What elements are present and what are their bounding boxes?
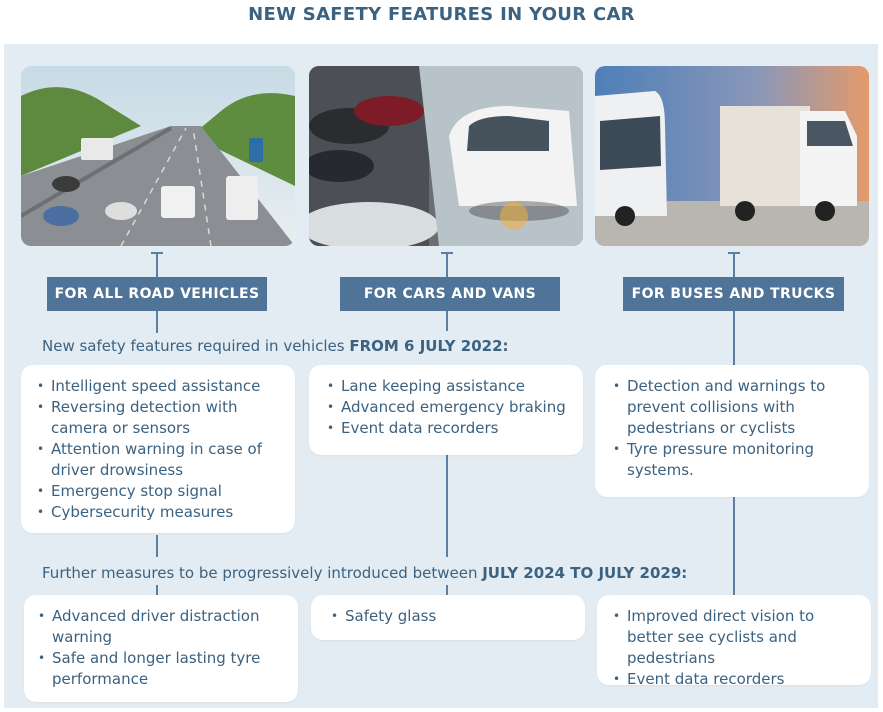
feature-item: • Advanced driver distraction warning bbox=[36, 606, 288, 648]
label-cars-and-vans: FOR CARS AND VANS bbox=[340, 277, 560, 311]
connector-line-3c bbox=[733, 497, 735, 597]
feature-item: • Reversing detection with camera or sensors bbox=[35, 397, 285, 439]
feature-item: • Intelligent speed assistance bbox=[35, 376, 285, 397]
connector-line-2d bbox=[446, 585, 448, 595]
section-heading-2024-text: Further measures to be progressively introduced between bbox=[42, 564, 483, 582]
connector-line-1b bbox=[156, 311, 158, 333]
connector-line-3 bbox=[733, 252, 735, 278]
feature-list bbox=[595, 365, 869, 481]
section-heading-2022-date: FROM 6 JULY 2022: bbox=[349, 337, 509, 355]
card-all-vehicles-2024 bbox=[24, 595, 298, 702]
card-buses-trucks-2024 bbox=[597, 595, 871, 688]
feature-list bbox=[24, 595, 298, 690]
section-heading-2022 bbox=[42, 337, 509, 355]
feature-item: • Detection and warnings to prevent collisions with pedestrians or cyclists bbox=[611, 376, 855, 439]
connector-cap-3 bbox=[728, 252, 740, 254]
connector-line-1d bbox=[156, 585, 158, 595]
feature-list bbox=[597, 595, 871, 690]
feature-item: • Safe and longer lasting tyre performance bbox=[36, 648, 288, 690]
feature-item: • Safety glass bbox=[329, 606, 575, 627]
feature-item: • Lane keeping assistance bbox=[325, 376, 573, 397]
connector-line-2 bbox=[446, 252, 448, 278]
bus-and-truck-photo bbox=[595, 66, 869, 246]
highway-traffic-photo bbox=[21, 66, 295, 246]
feature-item: • Cybersecurity measures bbox=[35, 502, 285, 523]
card-buses-trucks-2022 bbox=[595, 365, 869, 497]
connector-line-3b bbox=[733, 311, 735, 367]
feature-item: • Advanced emergency braking bbox=[325, 397, 573, 418]
feature-item: • Attention warning in case of driver drowsiness bbox=[35, 439, 285, 481]
card-cars-vans-2024 bbox=[311, 595, 585, 640]
card-cars-vans-2022 bbox=[309, 365, 583, 455]
connector-line-1c bbox=[156, 535, 158, 557]
connector-cap-2 bbox=[441, 252, 453, 254]
cars-and-van-photo bbox=[309, 66, 583, 246]
page-title: NEW SAFETY FEATURES IN YOUR CAR bbox=[248, 4, 635, 25]
feature-list bbox=[21, 365, 295, 523]
feature-item: • Emergency stop signal bbox=[35, 481, 285, 502]
card-all-vehicles-2022 bbox=[21, 365, 295, 533]
section-heading-2024-date: JULY 2024 TO JULY 2029: bbox=[482, 564, 688, 582]
feature-list bbox=[311, 595, 585, 627]
feature-item: • Event data recorders bbox=[611, 669, 861, 690]
label-all-road-vehicles: FOR ALL ROAD VEHICLES bbox=[47, 277, 267, 311]
connector-line-1 bbox=[156, 252, 158, 278]
connector-line-2b bbox=[446, 311, 448, 331]
label-buses-and-trucks: FOR BUSES AND TRUCKS bbox=[623, 277, 844, 311]
feature-list bbox=[309, 365, 583, 439]
section-heading-2024-2029 bbox=[42, 564, 687, 582]
connector-line-2c bbox=[446, 455, 448, 557]
feature-item: • Tyre pressure monitoring systems. bbox=[611, 439, 855, 481]
feature-item: • Event data recorders bbox=[325, 418, 573, 439]
connector-cap-1 bbox=[151, 252, 163, 254]
feature-item: • Improved direct vision to better see cyclists and pedestrians bbox=[611, 606, 861, 669]
section-heading-2022-text: New safety features required in vehicles bbox=[42, 337, 350, 355]
